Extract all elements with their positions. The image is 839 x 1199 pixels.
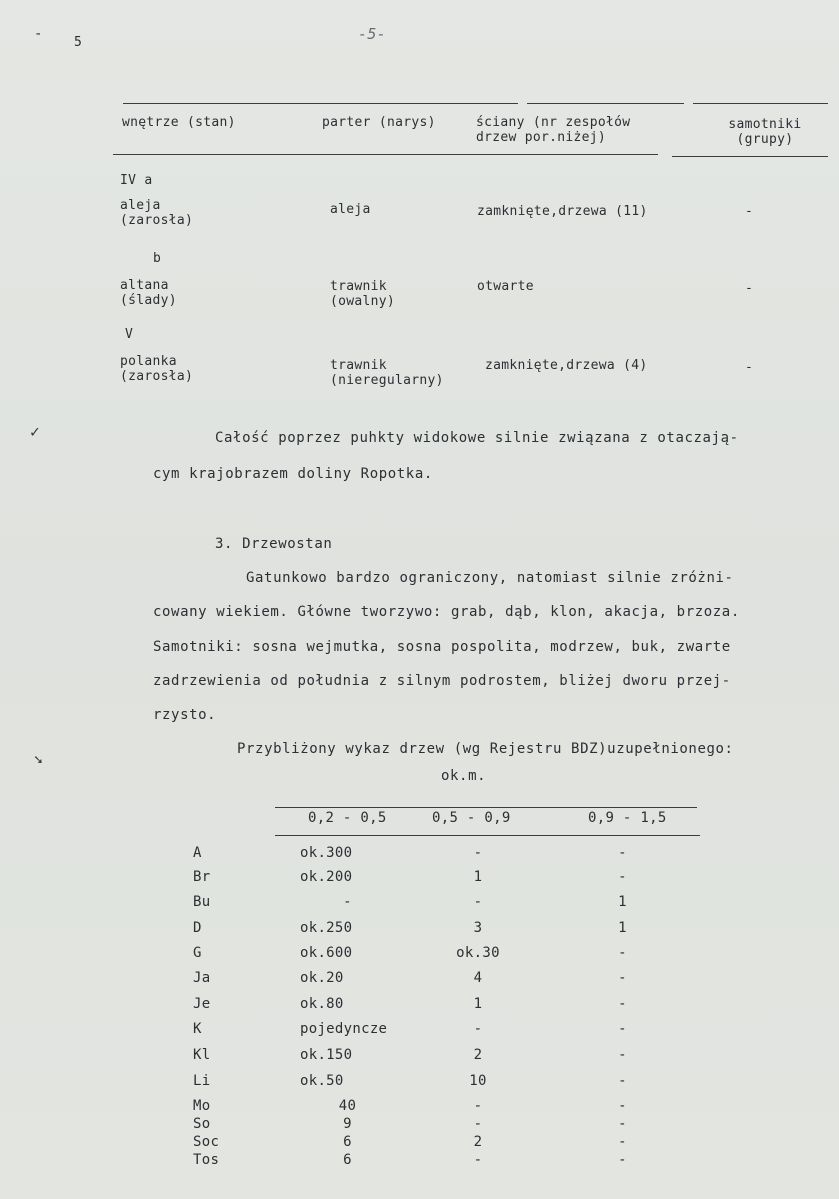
table1-header-rule <box>113 154 658 155</box>
table2-cell-c2: 1 <box>473 996 483 1012</box>
table1-header-rule <box>672 156 828 157</box>
table2-cell-code: Tos <box>193 1152 220 1168</box>
table2-cell-c3: - <box>618 1134 627 1150</box>
table2-cell-c1: ok.150 <box>300 1047 353 1063</box>
table2-cell-c3: - <box>618 845 627 861</box>
table2-cell-c2: - <box>473 1116 483 1132</box>
table1-cell-sciany: zamknięte,drzewa (4) <box>485 358 648 373</box>
table2-header: 0,2 - 0,5 <box>308 810 387 826</box>
list-title: Przybliżony wykaz drzew (wg Rejestru BDZ)uzupełnionego: <box>237 741 734 757</box>
table1-cell-samotniki: - <box>745 204 754 219</box>
table1-header-wnetrze: wnętrze (stan) <box>122 115 236 130</box>
side-number: 5 <box>74 35 83 50</box>
table1-group-label: IV a <box>120 173 153 188</box>
table1-cell-parter: trawnik (owalny) <box>330 279 396 309</box>
table2-cell-c1: ok.50 <box>300 1073 344 1089</box>
table2-cell-c3: - <box>618 1116 627 1132</box>
table2-cell-c1: ok.80 <box>300 996 344 1012</box>
table2-cell-code: Bu <box>193 894 211 910</box>
table1-header-samotniki: samotniki (grupy) <box>728 117 802 147</box>
table1-cell-parter: aleja <box>330 202 371 217</box>
table2-cell-c2: 2 <box>473 1134 483 1150</box>
page-number: -5- <box>358 25 386 43</box>
table1-cell-samotniki: - <box>745 281 754 296</box>
table2-cell-c2: 2 <box>473 1047 483 1063</box>
table2-header-rule <box>275 835 700 836</box>
table2-header: 0,9 - 1,5 <box>588 810 667 826</box>
table1-top-rule <box>123 103 518 104</box>
table2-cell-code: A <box>193 845 202 861</box>
table2-top-rule <box>275 807 697 808</box>
table1-group-label: b <box>153 251 162 266</box>
table2-cell-c2: 10 <box>469 1073 487 1089</box>
table2-cell-code: Br <box>193 869 211 885</box>
table2-cell-c1: ok.200 <box>300 869 353 885</box>
table2-cell-c1: ok.250 <box>300 920 353 936</box>
table2-cell-c3: - <box>618 996 627 1012</box>
table1-cell-wnetrze: aleja (zarosła) <box>120 198 194 228</box>
table2-cell-c1: 6 <box>343 1152 352 1168</box>
paragraph-line: zadrzewienia od południa z silnym podrostem, bliżej dworu przej- <box>153 673 731 689</box>
paragraph-line: Całość poprzez puhkty widokowe silnie związana z otaczają- <box>215 430 739 446</box>
table2-cell-code: D <box>193 920 202 936</box>
table2-cell-c3: - <box>618 945 627 961</box>
table2-cell-code: Mo <box>193 1098 211 1114</box>
table2-cell-c3: - <box>618 1021 627 1037</box>
table2-cell-code: Je <box>193 996 211 1012</box>
table1-top-rule <box>693 103 828 104</box>
table2-cell-c1: 40 <box>338 1098 357 1114</box>
table1-cell-wnetrze: polanka (zarosła) <box>120 354 194 384</box>
table1-cell-wnetrze: altana (ślady) <box>120 278 177 308</box>
table2-cell-c1: 6 <box>343 1134 352 1150</box>
margin-arrow-mark: ➘ <box>34 752 43 768</box>
table2-cell-c1: ok.600 <box>300 945 353 961</box>
table2-header: 0,5 - 0,9 <box>432 810 511 826</box>
table2-cell-c2: ok.30 <box>456 945 500 961</box>
table1-cell-sciany: zamknięte,drzewa (11) <box>477 204 648 219</box>
table2-cell-code: Li <box>193 1073 211 1089</box>
table2-cell-c3: 1 <box>618 920 627 936</box>
table2-cell-c3: - <box>618 1073 627 1089</box>
table2-cell-c1: ok.20 <box>300 970 344 986</box>
table2-cell-c1: 9 <box>343 1116 352 1132</box>
table2-cell-c1: ok.300 <box>300 845 353 861</box>
table2-cell-c1: - <box>343 894 352 910</box>
list-subtitle: ok.m. <box>441 768 487 784</box>
margin-check-mark: ✓ <box>30 422 40 441</box>
table2-cell-c3: - <box>618 970 627 986</box>
table2-cell-c1: pojedyncze <box>300 1021 388 1037</box>
table1-top-rule <box>527 103 684 104</box>
table1-header-sciany: ściany (nr zespołów drzew por.niżej) <box>476 115 631 145</box>
table2-cell-code: G <box>193 945 202 961</box>
table2-cell-c2: - <box>473 1098 483 1114</box>
table2-cell-c2: - <box>473 1021 483 1037</box>
table1-header-parter: parter (narys) <box>322 115 436 130</box>
paragraph-line: Gatunkowo bardzo ograniczony, natomiast silnie zróżni- <box>246 570 734 586</box>
table1-cell-samotniki: - <box>745 360 754 375</box>
paragraph-line: cowany wiekiem. Główne tworzywo: grab, dąb, klon, akacja, brzoza. <box>153 604 740 620</box>
paragraph-line: Samotniki: sosna wejmutka, sosna pospolita, modrzew, buk, zwarte <box>153 639 731 655</box>
table2-cell-c3: - <box>618 1152 627 1168</box>
table2-cell-c2: 4 <box>473 970 483 986</box>
table2-cell-c2: - <box>473 894 483 910</box>
table2-cell-code: Kl <box>193 1047 211 1063</box>
table1-group-label: V <box>125 327 134 342</box>
table2-cell-code: K <box>193 1021 202 1037</box>
table2-cell-c3: - <box>618 1047 627 1063</box>
paragraph-line: cym krajobrazem doliny Ropotka. <box>153 466 433 482</box>
margin-dash: - <box>34 26 43 42</box>
table2-cell-code: Ja <box>193 970 211 986</box>
paragraph-line: rzysto. <box>153 707 217 723</box>
table2-cell-c3: - <box>618 1098 627 1114</box>
table2-cell-c3: 1 <box>618 894 627 910</box>
table2-cell-c2: 1 <box>473 869 483 885</box>
table2-cell-c2: 3 <box>473 920 483 936</box>
table2-cell-code: So <box>193 1116 211 1132</box>
section-heading: 3. Drzewostan <box>215 536 333 552</box>
table2-cell-c2: - <box>473 845 483 861</box>
table1-cell-parter: trawnik (nieregularny) <box>330 358 444 388</box>
table2-cell-c2: - <box>473 1152 483 1168</box>
table2-cell-c3: - <box>618 869 627 885</box>
table2-cell-code: Soc <box>193 1134 220 1150</box>
table1-cell-sciany: otwarte <box>477 279 534 294</box>
